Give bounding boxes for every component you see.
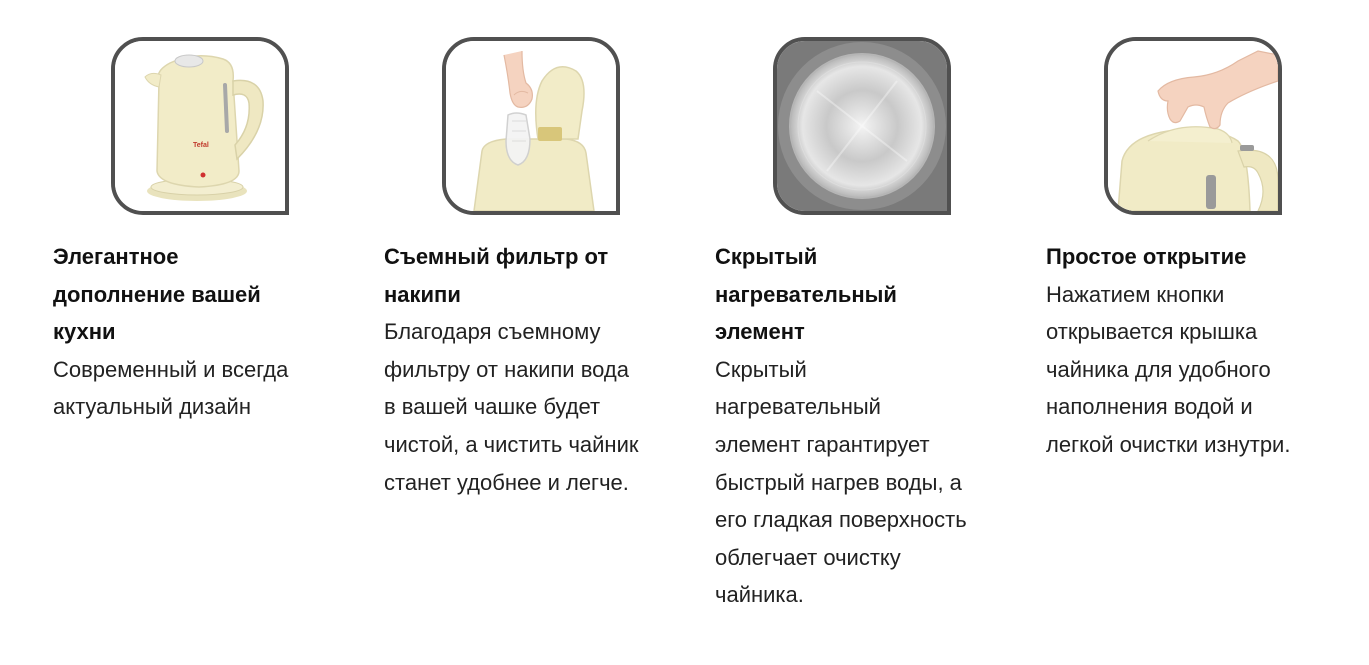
- feature-text: [715, 238, 1015, 614]
- feature-image-frame: [442, 37, 620, 215]
- lid-open-button-icon: [1108, 41, 1278, 211]
- feature-text: [384, 238, 684, 501]
- feature-description: Скрытый нагревательный элемент гарантирует быстрый нагрев воды, а его гладкая поверхность облегчает очистку чайника.: [715, 356, 967, 608]
- feature-description: Нажатием кнопки открывается крышка чайника для удобного наполнения водой и легкой очистки изнутри.: [1046, 281, 1291, 457]
- feature-image-frame: [1104, 37, 1282, 215]
- brand-logo: Tefal: [193, 142, 209, 149]
- feature-description: Современный и всегда актуальный дизайн: [53, 356, 289, 420]
- heating-element-icon: [777, 41, 947, 211]
- feature-image-frame: [773, 37, 951, 215]
- feature-text: [53, 238, 333, 426]
- feature-title: Элегантное дополнение вашей кухни: [53, 244, 261, 345]
- feature-text: [1046, 238, 1346, 464]
- feature-title: Съемный фильтр от накипи: [384, 244, 609, 307]
- kettle-icon: [115, 41, 285, 211]
- feature-title: Простое открытие: [1046, 244, 1247, 269]
- feature-description: Благодаря съемному фильтру от накипи вода в вашей чашке будет чистой, а чистить чайник станет удобнее и легче.: [384, 319, 639, 495]
- removable-filter-icon: [446, 41, 616, 211]
- feature-image-frame: [111, 37, 289, 215]
- feature-title: Скрытый нагревательный элемент: [715, 244, 897, 345]
